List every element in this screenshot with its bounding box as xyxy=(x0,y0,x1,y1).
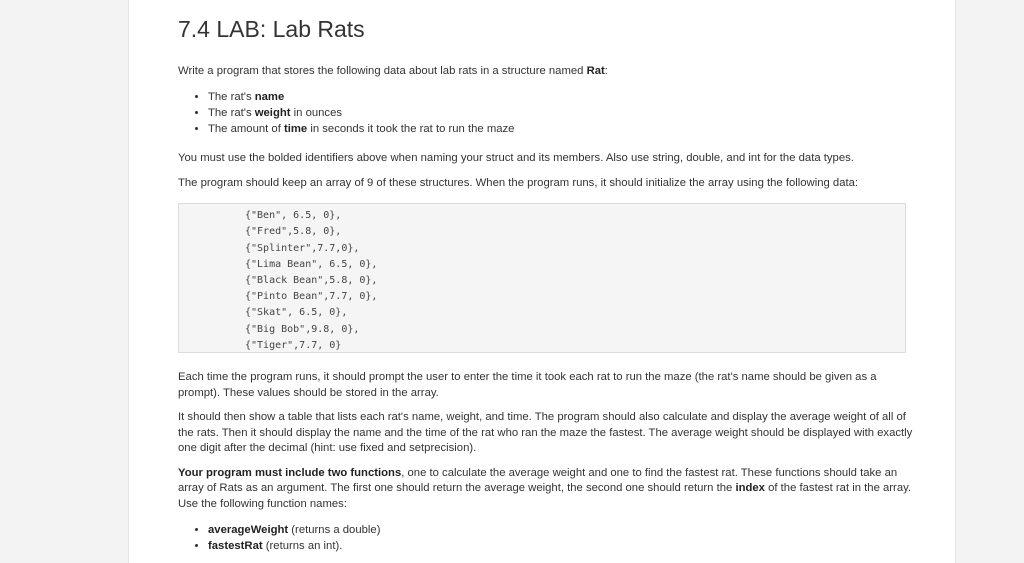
code-line: {"Big Bob",9.8, 0}, xyxy=(245,323,360,335)
code-line: {"Fred",5.8, 0}, xyxy=(245,226,342,238)
page xyxy=(128,0,956,563)
member-text: The amount of xyxy=(208,122,284,135)
member-text: in seconds it took the rat to run the maze xyxy=(307,122,515,135)
code-line: {"Ben", 6.5, 0}, xyxy=(245,210,342,222)
function-desc: (returns an int). xyxy=(262,540,343,553)
functions-requirement: Your program must include two functions xyxy=(178,466,402,479)
intro-text: Write a program that stores the following data about lab rats in a structure named xyxy=(178,65,587,77)
code-block xyxy=(178,203,906,353)
code-line: {"Tiger",7.7, 0} xyxy=(245,339,342,351)
functions-list xyxy=(178,522,913,554)
list-item xyxy=(208,538,913,554)
array-paragraph: The program should keep an array of 9 of these structures. When the program runs, it should initialize the array using the following data: xyxy=(178,176,859,189)
page-title: 7.4 LAB: Lab Rats xyxy=(178,16,365,42)
functions-text-end: of the fastest rat in the array. Use the following function names: xyxy=(178,482,912,510)
member-text: The rat's xyxy=(208,90,255,103)
member-text: in ounces xyxy=(290,106,343,119)
prompt-paragraph: Each time the program runs, it should prompt the user to enter the time it took each rat to run the maze (the rat's name should be given as a prompt). These values should be stored in the array. xyxy=(178,371,877,399)
code-line: {"Skat", 6.5, 0}, xyxy=(245,307,348,319)
intro-paragraph xyxy=(178,64,913,80)
list-item xyxy=(208,522,913,538)
member-name: weight xyxy=(254,106,291,119)
index-keyword: index xyxy=(735,482,765,495)
code-line: {"Splinter",7.7,0}, xyxy=(245,242,360,254)
intro-colon: : xyxy=(604,65,608,77)
code-line: {"Black Bean",5.8, 0}, xyxy=(245,274,378,286)
list-item xyxy=(208,105,913,121)
functions-paragraph xyxy=(178,466,913,513)
members-list xyxy=(178,89,913,138)
function-name: fastestRat xyxy=(208,540,263,553)
list-item xyxy=(208,89,913,105)
code-line: {"Pinto Bean",7.7, 0}, xyxy=(245,291,378,303)
function-name: averageWeight xyxy=(208,524,289,537)
lab-content xyxy=(178,14,913,555)
member-text: The rat's xyxy=(208,106,255,119)
list-item xyxy=(208,121,913,137)
table-paragraph: It should then show a table that lists each rat's name, weight, and time. The program should also calculate and display the average weight of all of the rats. Then it should display the name and the time of the rat who ran the maze the fastest. The average weight should be displayed with exactly one digit after the decimal (hint: use fixed and setprecision). xyxy=(178,411,913,455)
struct-paragraph: You must use the bolded identifiers above when naming your struct and its members. Also use string, double, and int for the data types. xyxy=(178,152,854,165)
struct-name: Rat xyxy=(586,65,605,77)
member-name: name xyxy=(254,90,285,103)
functions-text: , one to calculate the average weight and one to find the fastest rat. These functions should take an array of Rats as an argument. The first one should return the average weight, the second one should return the xyxy=(178,466,898,495)
code-line: {"Lima Bean", 6.5, 0}, xyxy=(245,258,378,270)
function-desc: (returns a double) xyxy=(288,524,381,537)
member-name: time xyxy=(283,122,308,135)
